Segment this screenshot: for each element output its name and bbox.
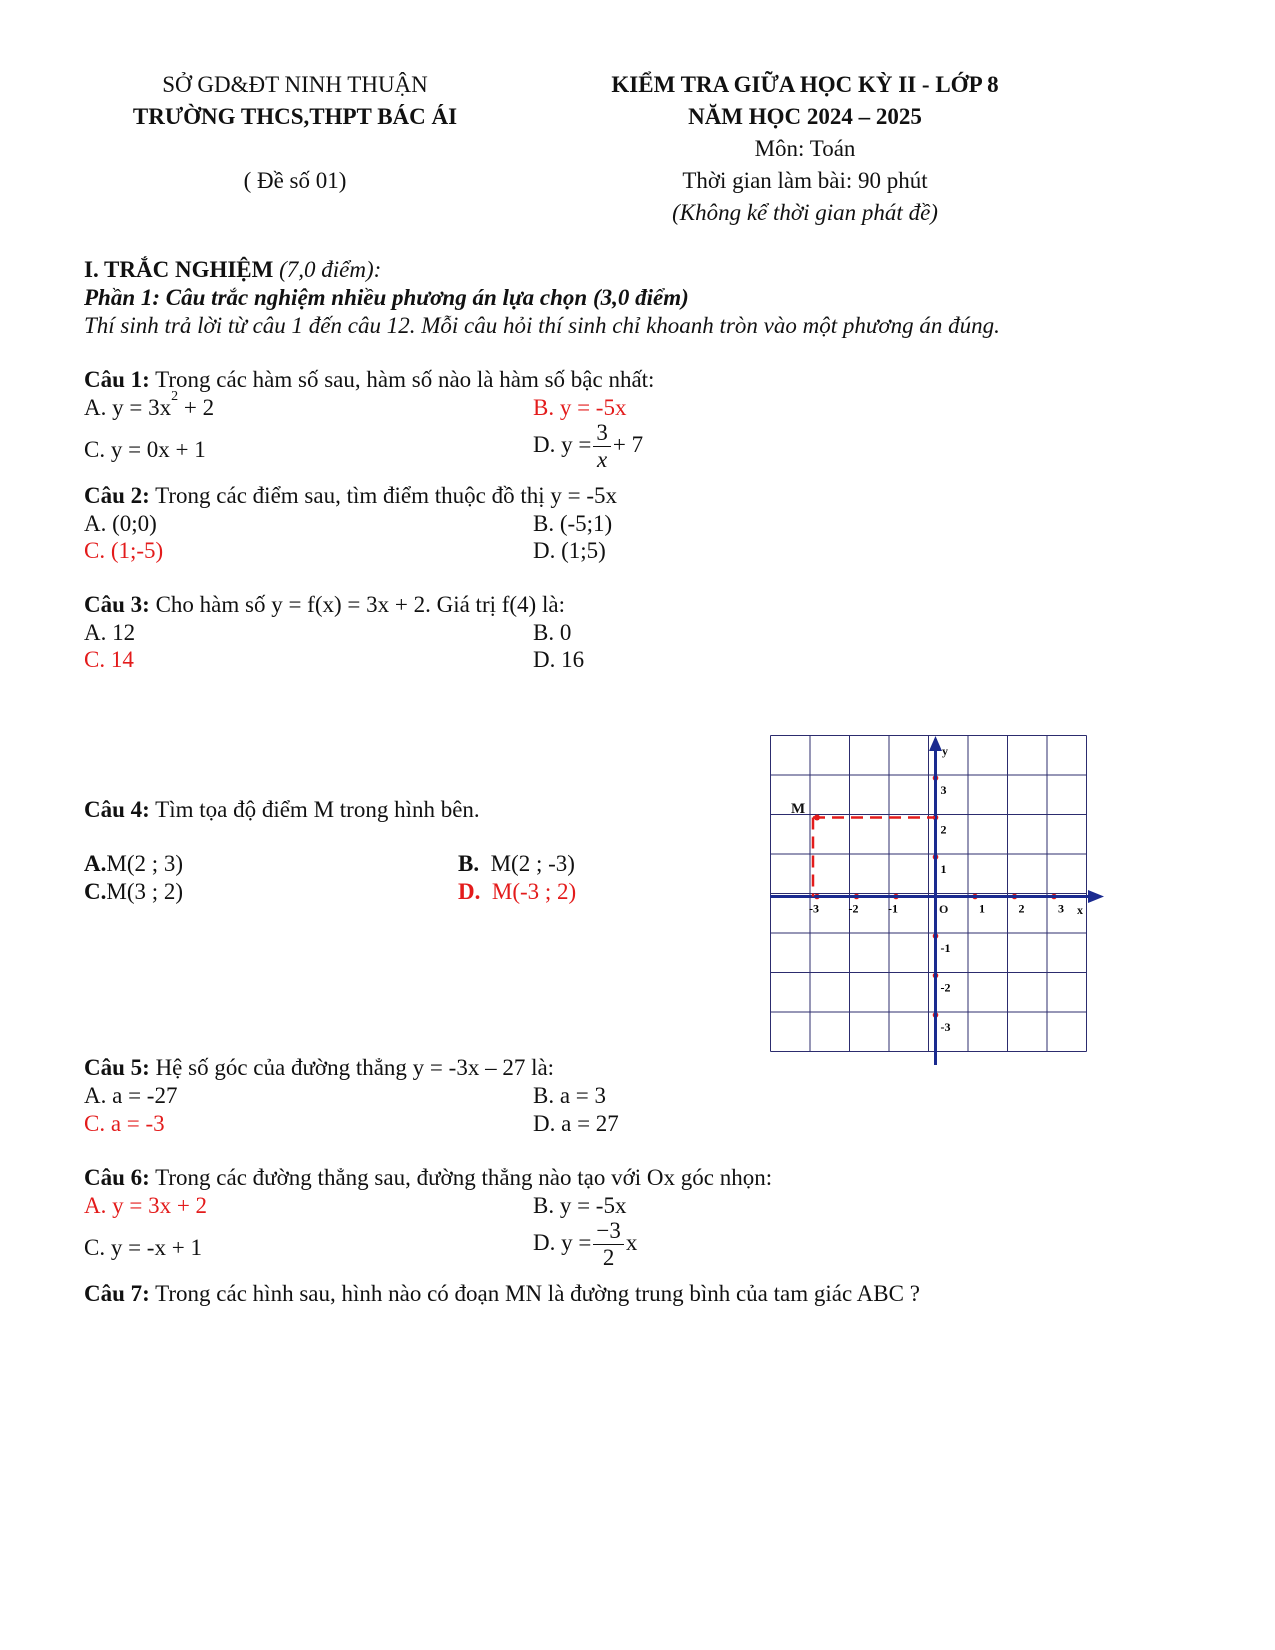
option-key: B. — [458, 851, 480, 876]
q3-option-d[interactable]: D. 16 — [533, 647, 585, 672]
time-note: (Không kể thời gian phát đề) — [672, 200, 938, 225]
fraction-denominator: x — [596, 447, 608, 472]
question-label: Câu 7: — [84, 1281, 150, 1306]
y-tick-label: -1 — [940, 941, 951, 955]
point-m-guides — [813, 818, 935, 897]
dept-name: SỞ GD&ĐT NINH THUẬN — [162, 72, 428, 97]
q6-option-c[interactable]: C. y = -x + 1 — [84, 1235, 202, 1260]
exam-code: ( Đề số 01) — [243, 168, 347, 193]
instruction: Thí sinh trả lời từ câu 1 đến câu 12. Mỗi câu hỏi thí sinh chỉ khoanh tròn vào một phương án đúng. — [84, 313, 1000, 338]
option-key: C. — [84, 879, 107, 904]
q4-option-c[interactable] — [84, 879, 183, 905]
q3-option-b[interactable]: B. 0 — [533, 620, 572, 645]
fraction-denominator: 2 — [602, 1245, 615, 1270]
x-tick-label: 2 — [1018, 901, 1025, 916]
q5-option-c[interactable]: C. a = -3 — [84, 1111, 165, 1136]
question-label: Câu 6: — [84, 1165, 150, 1190]
y-tick-label: 3 — [940, 783, 947, 797]
fraction-numerator: 3 — [593, 420, 611, 447]
q1-a-pre: A. y = 3x — [84, 395, 172, 420]
q1-option-a[interactable] — [84, 389, 215, 421]
grid — [771, 736, 1087, 1052]
q1-option-c[interactable]: C. y = 0x + 1 — [84, 437, 206, 462]
question-text: Trong các điểm sau, tìm điểm thuộc đồ thị y = -5x — [155, 483, 617, 508]
q1-d-pre: D. y = — [533, 431, 592, 457]
y-tick-label: 2 — [940, 822, 947, 837]
school-name: TRƯỜNG THCS,THPT BÁC ÁI — [132, 104, 458, 129]
q6-option-a[interactable]: A. y = 3x + 2 — [84, 1193, 208, 1218]
q3-option-a[interactable]: A. 12 — [84, 620, 136, 645]
y-axis-label: y — [942, 744, 948, 758]
q5-option-a[interactable]: A. a = -27 — [84, 1083, 178, 1108]
question-label: Câu 1: — [84, 367, 150, 392]
section-title-text: I. TRẮC NGHIỆM — [84, 257, 274, 282]
fraction — [593, 1218, 623, 1271]
question-6 — [84, 1165, 772, 1191]
q6-option-b[interactable]: B. y = -5x — [533, 1193, 627, 1218]
subject: Môn: Toán — [754, 136, 856, 161]
x-axis-label: x — [1077, 903, 1083, 917]
y-tick-label: 1 — [940, 862, 947, 876]
fraction-numerator: −3 — [593, 1218, 623, 1245]
x-axis-arrow — [1088, 890, 1104, 903]
q2-option-d[interactable]: D. (1;5) — [533, 538, 606, 563]
question-text: Trong các hàm số sau, hàm số nào là hàm số bậc nhất: — [155, 367, 655, 392]
part1-title: Phần 1: Câu trắc nghiệm nhiều phương án lựa chọn (3,0 điểm) — [84, 285, 689, 310]
question-label: Câu 3: — [84, 592, 150, 617]
x-tick-label: -2 — [848, 901, 859, 916]
question-text: Tìm tọa độ điểm M trong hình bên. — [155, 797, 480, 822]
q4-option-d[interactable] — [458, 879, 576, 905]
option-value: M(2 ; -3) — [490, 851, 575, 876]
q5-option-d[interactable]: D. a = 27 — [533, 1111, 619, 1136]
y-axis-arrow — [929, 736, 942, 751]
option-value: M(2 ; 3) — [106, 851, 184, 876]
x-tick-label: -1 — [888, 901, 898, 916]
option-value: M(-3 ; 2) — [491, 879, 577, 904]
fraction — [593, 420, 611, 473]
q2-option-a[interactable]: A. (0;0) — [84, 511, 157, 536]
y-tick-label: -2 — [940, 980, 951, 995]
q2-option-c[interactable]: C. (1;-5) — [84, 538, 164, 563]
school-year: NĂM HỌC 2024 – 2025 — [688, 104, 922, 129]
point-m-label: M — [791, 801, 806, 817]
question-4 — [84, 797, 480, 823]
q1-d-post: + 7 — [612, 431, 644, 457]
q1-a-exponent: 2 — [171, 389, 179, 404]
time-limit: Thời gian làm bài: 90 phút — [682, 168, 928, 193]
q4-option-b[interactable] — [458, 851, 575, 877]
question-1 — [84, 367, 654, 393]
x-tick-label: 3 — [1058, 901, 1064, 916]
question-label: Câu 5: — [84, 1055, 150, 1080]
axes — [770, 736, 1104, 1065]
coordinate-graph — [770, 735, 1105, 1067]
question-5 — [84, 1055, 554, 1081]
q6-d-pre: D. y = — [533, 1229, 592, 1255]
q5-option-b[interactable]: B. a = 3 — [533, 1083, 607, 1108]
q6-option-d[interactable] — [533, 1218, 637, 1271]
x-tick-label: 1 — [979, 901, 985, 916]
exam-title: KIỂM TRA GIỮA HỌC KỲ II - LỚP 8 — [611, 72, 999, 97]
question-text: Trong các đường thẳng sau, đường thẳng nào tạo với Ox góc nhọn: — [155, 1165, 773, 1190]
question-label: Câu 4: — [84, 797, 150, 822]
option-key: A. — [84, 851, 107, 876]
question-label: Câu 2: — [84, 483, 150, 508]
q1-a-post: + 2 — [178, 395, 215, 420]
question-text: Cho hàm số y = f(x) = 3x + 2. Giá trị f(4) là: — [155, 592, 565, 617]
q2-option-b[interactable]: B. (-5;1) — [533, 511, 613, 536]
x-tick-label: -3 — [809, 901, 819, 916]
section-title — [84, 257, 381, 283]
option-value: M(3 ; 2) — [106, 879, 184, 904]
y-tick-label: -3 — [940, 1020, 951, 1034]
question-2 — [84, 483, 617, 509]
q3-option-c[interactable]: C. 14 — [84, 647, 134, 672]
option-key: D. — [458, 879, 481, 904]
question-text: Hệ số góc của đường thẳng y = -3x – 27 là: — [155, 1055, 555, 1080]
question-3 — [84, 592, 565, 618]
question-text: Trong các hình sau, hình nào có đoạn MN là đường trung bình của tam giác ABC ? — [155, 1281, 920, 1306]
question-7 — [84, 1281, 920, 1307]
origin-label: O — [939, 902, 949, 916]
q1-option-b[interactable]: B. y = -5x — [533, 395, 627, 420]
q1-option-d[interactable] — [533, 420, 643, 473]
q6-d-post: x — [625, 1229, 638, 1255]
q4-option-a[interactable] — [84, 851, 183, 877]
section-title-note: (7,0 điểm): — [279, 257, 382, 282]
